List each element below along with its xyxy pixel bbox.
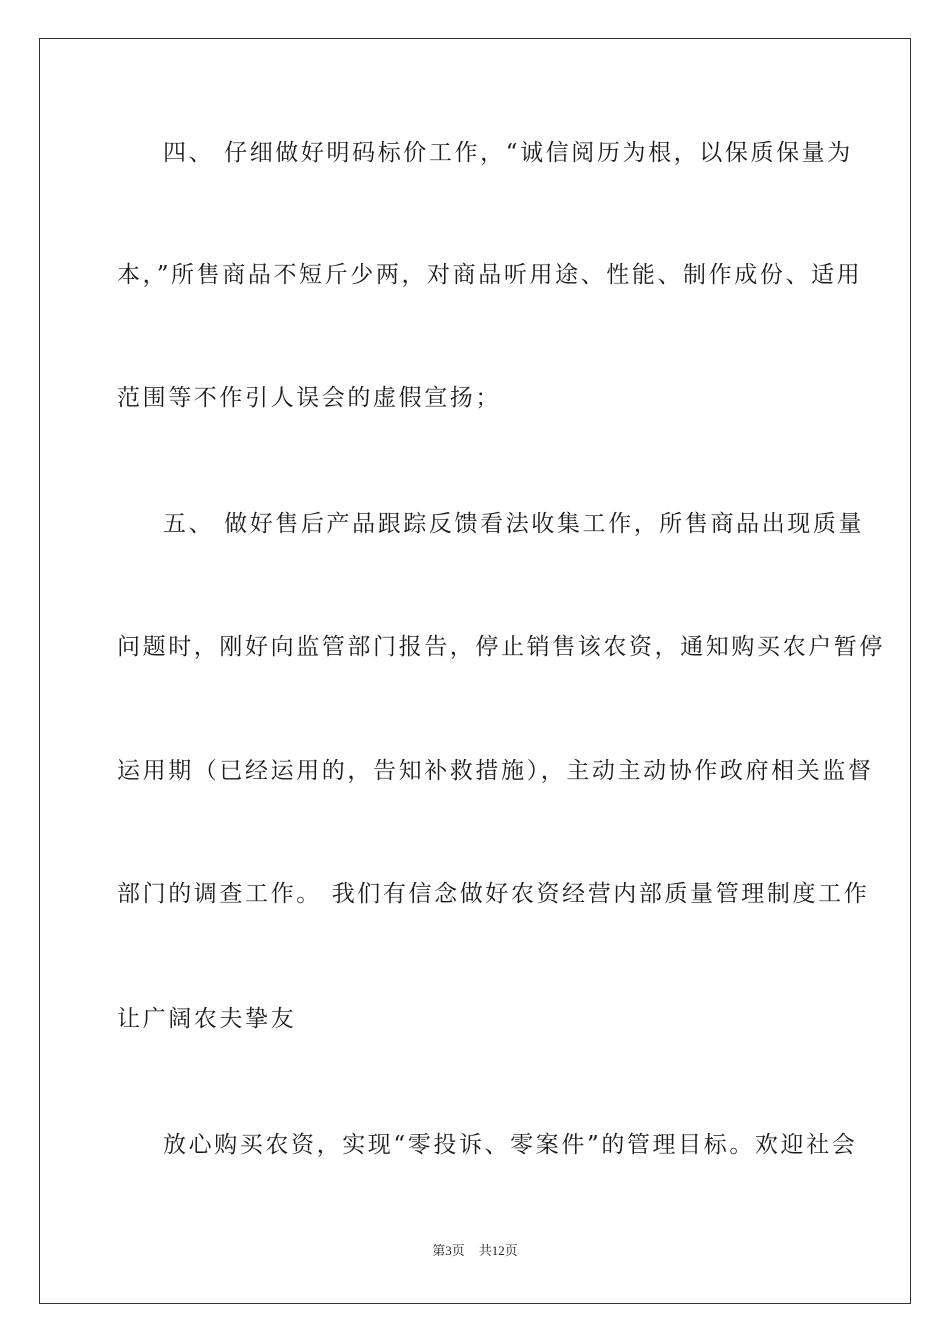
- text-line-5: 问题时，刚好向监管部门报告，停止销售该农资，通知购买农户暂停: [117, 634, 885, 660]
- page-border: [39, 38, 911, 1304]
- text-line-9: 放心购买农资，实现“零投诉、零案件”的管理目标。欢迎社会: [163, 1132, 858, 1158]
- total-pages: 共12页: [478, 1243, 518, 1258]
- page-number: 第3页: [432, 1243, 465, 1258]
- text-line-1: 四、 仔细做好明码标价工作，“诚信阅历为根，以保质保量为: [163, 140, 853, 166]
- text-line-2: 本，”所售商品不短斤少两，对商品听用途、性能、制作成份、适用: [117, 262, 863, 288]
- page-footer: [0, 1243, 950, 1259]
- text-line-7: 部门的调查工作。 我们有信念做好农资经营内部质量管理制度工作: [117, 881, 870, 907]
- text-line-6: 运用期（已经运用的，告知补救措施），主动主动协作政府相关监督: [117, 758, 874, 784]
- text-line-8: 让广阔农夫挚友: [117, 1006, 297, 1032]
- text-line-3: 范围等不作引人误会的虚假宣扬；: [117, 385, 501, 411]
- text-line-4: 五、 做好售后产品跟踪反馈看法收集工作，所售商品出现质量: [163, 511, 865, 537]
